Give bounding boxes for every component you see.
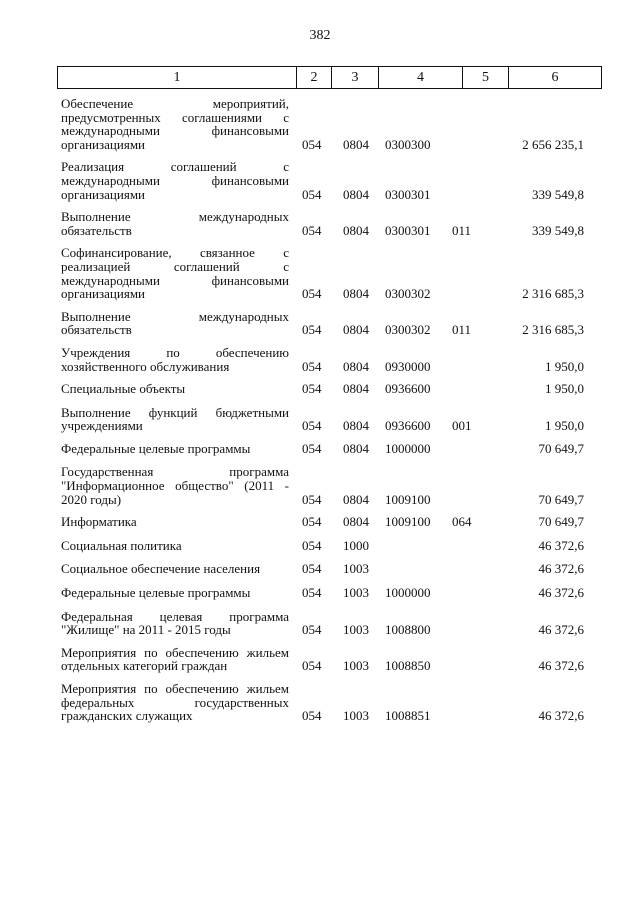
- row-code-ministry: 054: [302, 491, 322, 507]
- row-code-target: 0300302: [385, 322, 431, 338]
- row-code-ministry: 054: [302, 418, 322, 434]
- row-code-ministry: 054: [302, 622, 322, 638]
- page-number: 382: [309, 28, 331, 43]
- row-code-section: 0804: [343, 358, 369, 374]
- row-code-section: 1000: [343, 537, 369, 553]
- row-amount: 70 649,7: [538, 440, 584, 456]
- table-row: [0, 246, 640, 300]
- header-col-2: 2: [297, 67, 332, 88]
- table-row: [0, 160, 640, 201]
- header-col-4: 4: [379, 67, 463, 88]
- row-code-target: 1009100: [385, 514, 431, 530]
- table-row: [0, 515, 640, 529]
- header-col-3: 3: [332, 67, 379, 88]
- row-code-ministry: 054: [302, 186, 322, 202]
- row-name: Федеральные целевые программы: [61, 440, 251, 456]
- row-amount: 1 950,0: [545, 418, 584, 434]
- row-name: Государственная программа "Информационное общество" (2011 - 2020 годы): [61, 464, 289, 507]
- row-name: Софинансирование, связанное с реализацией соглашений с международными финансовыми организациями: [61, 245, 289, 302]
- row-name: Социальное обеспечение населения: [61, 561, 261, 577]
- row-amount: 46 372,6: [538, 622, 584, 638]
- row-code-section: 0804: [343, 136, 369, 152]
- row-name: Федеральные целевые программы: [61, 585, 251, 601]
- row-code-target: 0300301: [385, 222, 431, 238]
- row-code-ministry: 054: [302, 222, 322, 238]
- row-amount: 46 372,6: [538, 708, 584, 724]
- table-row: [0, 97, 640, 151]
- row-code-section: 0804: [343, 381, 369, 397]
- row-code-section: 0804: [343, 322, 369, 338]
- row-code-ministry: 054: [302, 440, 322, 456]
- row-amount: 339 549,8: [532, 186, 584, 202]
- row-code-expense: 001: [452, 418, 472, 434]
- header-col-6: 6: [551, 69, 559, 85]
- row-code-expense: 011: [452, 322, 472, 338]
- row-code-section: 0804: [343, 186, 369, 202]
- row-code-section: 1003: [343, 561, 369, 577]
- row-code-section: 0804: [343, 440, 369, 456]
- row-amount: 46 372,6: [538, 561, 584, 577]
- row-code-ministry: 054: [302, 585, 322, 601]
- row-code-target: 0300301: [385, 186, 431, 202]
- row-amount: 46 372,6: [538, 585, 584, 601]
- row-code-section: 0804: [343, 286, 369, 302]
- row-name: Федеральная целевая программа "Жилище" на 2011 - 2015 годы: [61, 608, 289, 638]
- table-row: [0, 442, 640, 456]
- row-code-ministry: 054: [302, 708, 322, 724]
- row-name: Социальная политика: [61, 537, 182, 553]
- row-amount: 46 372,6: [538, 658, 584, 674]
- row-amount: 1 950,0: [545, 381, 584, 397]
- row-name: Информатика: [61, 514, 137, 530]
- table-row: [0, 406, 640, 433]
- table-header: [57, 66, 602, 89]
- row-code-ministry: 054: [302, 537, 322, 553]
- row-code-expense: 064: [452, 514, 472, 530]
- row-code-ministry: 054: [302, 136, 322, 152]
- row-code-ministry: 054: [302, 322, 322, 338]
- row-code-ministry: 054: [302, 658, 322, 674]
- table-row: [0, 586, 640, 600]
- table-row: [0, 646, 640, 673]
- row-code-target: 1000000: [385, 440, 431, 456]
- row-name: Выполнение функций бюджетными учреждениями: [61, 404, 289, 434]
- row-code-target: 0936600: [385, 381, 431, 397]
- row-code-ministry: 054: [302, 381, 322, 397]
- table-body: [0, 97, 640, 732]
- table-row: [0, 382, 640, 396]
- row-amount: 70 649,7: [538, 514, 584, 530]
- row-code-target: 1009100: [385, 491, 431, 507]
- row-code-target: 1008800: [385, 622, 431, 638]
- row-amount: 2 316 685,3: [522, 322, 584, 338]
- row-code-target: 0936600: [385, 418, 431, 434]
- row-code-target: 0930000: [385, 358, 431, 374]
- header-col-5: 5: [463, 67, 509, 88]
- row-amount: 1 950,0: [545, 358, 584, 374]
- row-name: Мероприятия по обеспечению жильем отдельных категорий граждан: [61, 644, 289, 674]
- row-amount: 46 372,6: [538, 537, 584, 553]
- row-amount: 2 316 685,3: [522, 286, 584, 302]
- row-amount: 339 549,8: [532, 222, 584, 238]
- table-row: [0, 682, 640, 723]
- row-code-section: 1003: [343, 622, 369, 638]
- header-col-1: 1: [58, 67, 297, 88]
- table-row: [0, 346, 640, 373]
- row-code-target: 0300302: [385, 286, 431, 302]
- row-code-ministry: 054: [302, 358, 322, 374]
- row-name: Специальные объекты: [61, 381, 186, 397]
- table-row: [0, 610, 640, 637]
- row-name: Мероприятия по обеспечению жильем федеральных государственных гражданских служащих: [61, 681, 289, 724]
- row-code-section: 0804: [343, 491, 369, 507]
- row-amount: 70 649,7: [538, 491, 584, 507]
- row-name: Обеспечение мероприятий, предусмотренных соглашениями с международными финансовыми организациями: [61, 96, 289, 152]
- row-name: Учреждения по обеспечению хозяйственного обслуживания: [61, 344, 289, 374]
- row-code-target: 0300300: [385, 136, 431, 152]
- row-code-ministry: 054: [302, 561, 322, 577]
- row-code-target: 1008851: [385, 708, 431, 724]
- table-row: [0, 562, 640, 576]
- row-code-section: 0804: [343, 418, 369, 434]
- row-code-section: 0804: [343, 222, 369, 238]
- row-name: Реализация соглашений с международными финансовыми организациями: [61, 159, 289, 202]
- table-row: [0, 310, 640, 337]
- row-code-section: 1003: [343, 708, 369, 724]
- table-row: [0, 539, 640, 553]
- row-name: Выполнение международных обязательств: [61, 308, 289, 338]
- row-code-section: 1003: [343, 585, 369, 601]
- row-code-target: 1008850: [385, 658, 431, 674]
- row-code-target: 1000000: [385, 585, 431, 601]
- row-code-section: 0804: [343, 514, 369, 530]
- row-code-section: 1003: [343, 658, 369, 674]
- row-code-ministry: 054: [302, 514, 322, 530]
- row-amount: 2 656 235,1: [522, 136, 584, 152]
- table-row: [0, 210, 640, 237]
- row-code-expense: 011: [452, 222, 472, 238]
- table-row: [0, 465, 640, 506]
- row-name: Выполнение международных обязательств: [61, 209, 289, 238]
- row-code-ministry: 054: [302, 286, 322, 302]
